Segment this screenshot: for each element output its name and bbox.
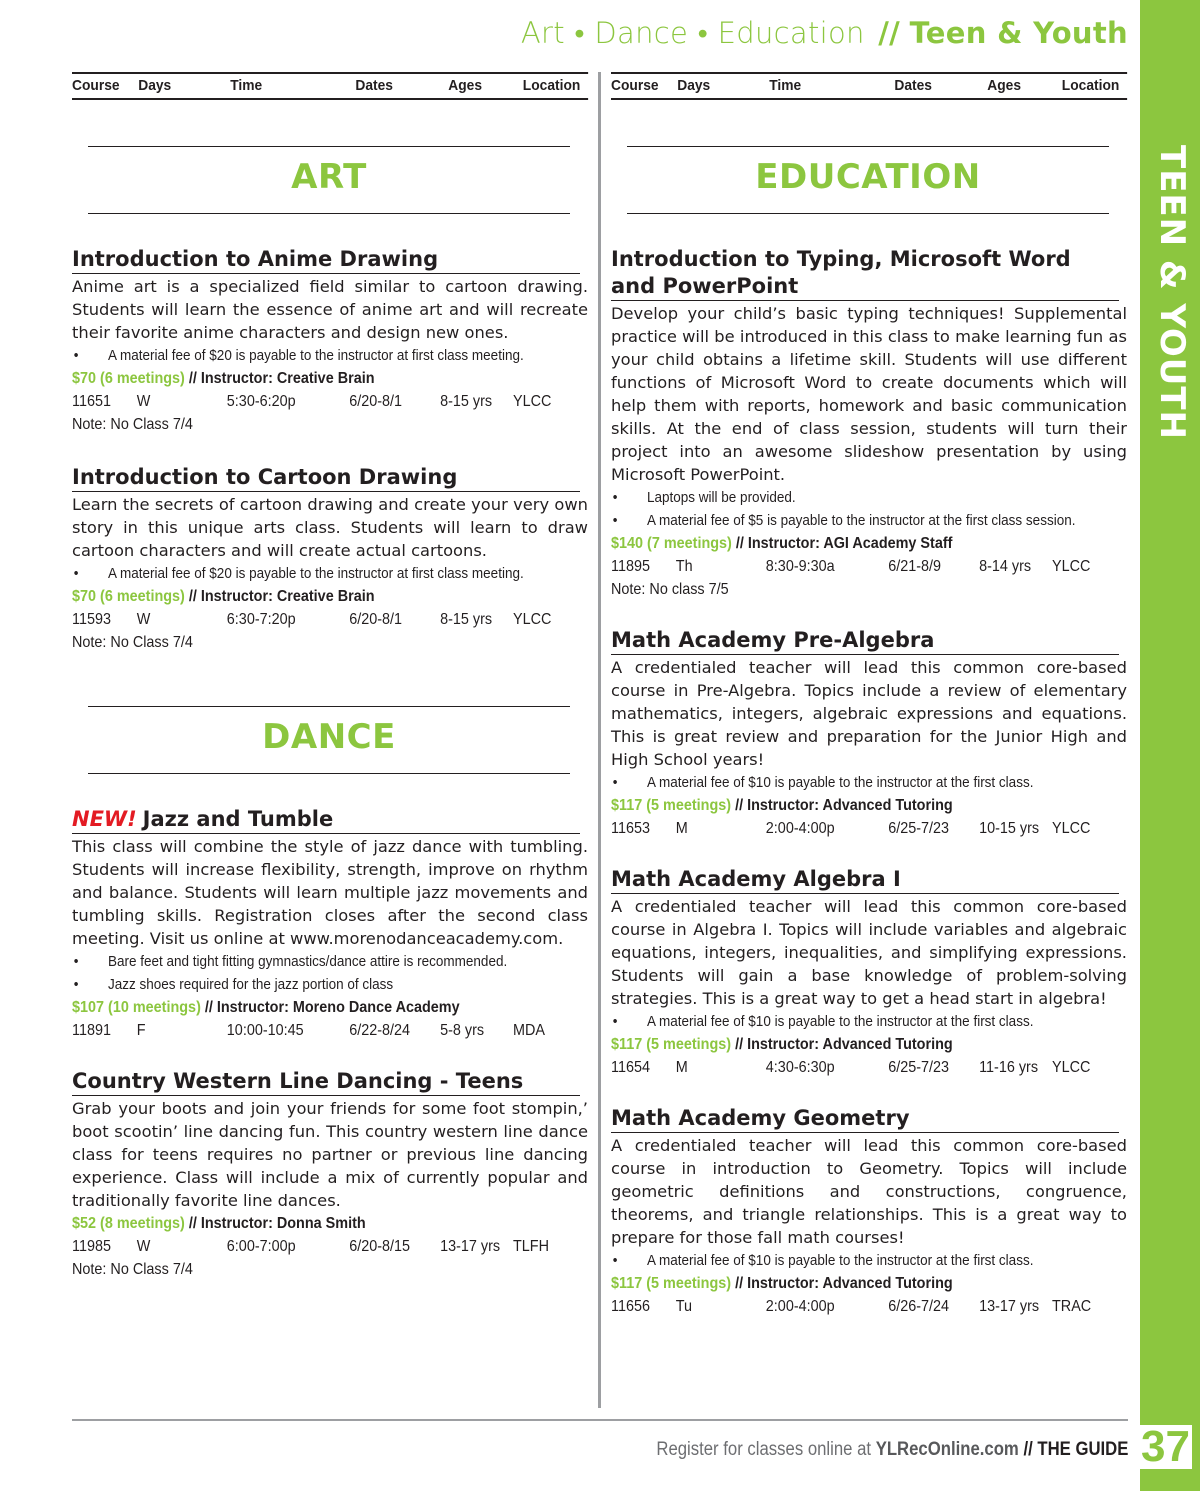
sched-days: W <box>136 393 151 410</box>
bullet-text: Laptops will be provided. <box>647 489 796 506</box>
sched-dates: 6/25-7/23 <box>888 820 950 837</box>
bullet-text: A material fee of $20 is payable to the instructor at first class meeting. <box>108 565 524 582</box>
course-schedule <box>72 390 587 413</box>
course-schedule <box>72 1019 587 1042</box>
sched-dates: 6/20-8/1 <box>349 393 403 410</box>
table-header <box>72 72 588 100</box>
sched-course: 11654 <box>611 1059 650 1076</box>
course-anime-drawing <box>72 246 588 436</box>
bullet-text: A material fee of $5 is payable to the instructor at the first class session. <box>647 512 1076 529</box>
sched-course: 11593 <box>72 611 111 628</box>
course-note: Note: No Class 7/4 <box>72 416 193 433</box>
section-title: DANCE <box>262 717 396 757</box>
course-description: Learn the secrets of cartoon drawing and create your very own story in this unique arts class. Students will learn to draw cartoon characters and will create actual cartoons. <box>72 495 588 560</box>
course-title: Math Academy Pre-Algebra <box>611 627 1119 655</box>
sched-time: 2:00-4:00p <box>765 1298 835 1315</box>
bullet-text: A material fee of $20 is payable to the instructor at first class meeting. <box>108 347 524 364</box>
course-bullet: • A material fee of $5 is payable to the instructor at the first class session. <box>611 509 1126 532</box>
course-price-line <box>611 532 1126 555</box>
sched-time: 10:00-10:45 <box>226 1022 304 1039</box>
bullet-text: A material fee of $10 is payable to the instructor at the first class. <box>647 774 1034 791</box>
sched-location: YLCC <box>1052 820 1091 837</box>
course-title: Introduction to Cartoon Drawing <box>72 464 580 492</box>
bullet-text: Bare feet and tight fitting gymnastics/dance attire is recommended. <box>108 953 508 970</box>
sched-ages: 10-15 yrs <box>979 820 1040 837</box>
course-schedule <box>611 817 1126 840</box>
sched-days: W <box>136 611 151 628</box>
col-days: Days <box>677 77 711 94</box>
course-bullet: • A material fee of $10 is payable to the instructor at the first class. <box>611 771 1126 794</box>
sched-time: 4:30-6:30p <box>765 1059 835 1076</box>
section-rule-bottom <box>88 773 570 774</box>
course-instructor: // Instructor: Advanced Tutoring <box>735 797 953 814</box>
footer-guide-label: // THE GUIDE <box>1018 1439 1128 1460</box>
right-column <box>611 72 1127 1318</box>
sched-time: 6:00-7:00p <box>226 1238 296 1255</box>
col-ages: Ages <box>987 77 1022 94</box>
course-instructor: // Instructor: Creative Brain <box>188 370 375 387</box>
sched-days: Th <box>675 558 693 575</box>
course-price: $117 (5 meetings) <box>611 1275 732 1292</box>
course-price-line <box>611 1033 1126 1056</box>
sched-course: 11653 <box>611 820 650 837</box>
course-note: Note: No class 7/5 <box>611 581 729 598</box>
new-badge: NEW! <box>72 807 137 831</box>
course-title: Math Academy Algebra I <box>611 866 1119 894</box>
col-location: Location <box>522 77 581 94</box>
course-title-text: Jazz and Tumble <box>142 807 334 831</box>
footer <box>656 1439 1128 1461</box>
course-bullet: • A material fee of $20 is payable to the instructor at first class meeting. <box>72 344 587 367</box>
table-header <box>611 72 1127 100</box>
course-description: Anime art is a specialized field similar to cartoon drawing. Students will learn the essence of anime art and will recreate their favorite anime characters and design new ones. <box>72 277 588 342</box>
course-description: Grab your boots and join your friends for some foot stompin,’ boot scootin’ line dancing fun. This country western line dance class for teens requires no partner or previous line dancing experience. Class will include a mix of currently popular and traditionally favorite line dances. <box>72 1099 588 1210</box>
sched-time: 8:30-9:30a <box>765 558 835 575</box>
sched-days: M <box>675 820 688 837</box>
course-price-line <box>611 794 1126 817</box>
course-cartoon-drawing <box>72 464 588 654</box>
course-note: Note: No Class 7/4 <box>72 1261 193 1278</box>
course-title: Math Academy Geometry <box>611 1105 1119 1133</box>
sched-dates: 6/22-8/24 <box>349 1022 411 1039</box>
sched-course: 11985 <box>72 1238 111 1255</box>
page-header <box>521 16 1128 51</box>
course-price: $107 (10 meetings) <box>72 999 201 1016</box>
sched-time: 5:30-6:20p <box>226 393 296 410</box>
course-price-line <box>72 996 587 1019</box>
course-schedule <box>72 1235 587 1258</box>
col-location: Location <box>1061 77 1120 94</box>
sched-location: YLCC <box>1052 1059 1091 1076</box>
sched-ages: 11-16 yrs <box>979 1059 1039 1076</box>
course-price: $140 (7 meetings) <box>611 535 732 552</box>
header-slashes: // <box>878 16 901 50</box>
course-description: A credentialed teacher will lead this common core-based course in Pre-Algebra. Topics include a review of elementary mathematics, integers, algebraic expressions and equations. This is great review and preparation for the Junior High and High School years! <box>611 658 1127 769</box>
course-title: Country Western Line Dancing - Teens <box>72 1068 580 1096</box>
course-description: A credentialed teacher will lead this common core-based course in Algebra I. Topics will include variables and algebraic equations, integers, inequalities, and simplifying expressions. Students will gain a base knowledge of problem-solving strategies. This is a great way to get a head start in algebra! <box>611 897 1127 1008</box>
sched-location: TLFH <box>513 1238 549 1255</box>
section-title: ART <box>291 157 367 197</box>
sched-time: 6:30-7:20p <box>226 611 296 628</box>
course-instructor: // Instructor: AGI Academy Staff <box>735 535 953 552</box>
course-description: A credentialed teacher will lead this common core-based course in introduction to Geometry. Topics will include geometric definitions and constructions, congruence, theorems, and triangle relationships. This is a great way to prepare for those fall math courses! <box>611 1136 1127 1247</box>
course-line-dancing <box>72 1068 588 1281</box>
course-typing-word-powerpoint <box>611 246 1127 601</box>
sched-dates: 6/21-8/9 <box>888 558 942 575</box>
course-pre-algebra <box>611 627 1127 840</box>
course-price: $70 (6 meetings) <box>72 588 185 605</box>
sched-dates: 6/20-8/1 <box>349 611 403 628</box>
sched-days: M <box>675 1059 688 1076</box>
left-column <box>72 72 588 1281</box>
section-dance <box>88 706 570 774</box>
sched-ages: 8-15 yrs <box>440 611 493 628</box>
course-price: $52 (8 meetings) <box>72 1215 185 1232</box>
course-geometry <box>611 1105 1127 1318</box>
sched-days: W <box>136 1238 151 1255</box>
sched-ages: 8-15 yrs <box>440 393 493 410</box>
course-bullet: • A material fee of $20 is payable to the instructor at first class meeting. <box>72 562 587 585</box>
sched-location: YLCC <box>513 393 552 410</box>
bullet-text: A material fee of $10 is payable to the instructor at the first class. <box>647 1252 1034 1269</box>
sched-course: 11895 <box>611 558 650 575</box>
sched-course: 11651 <box>72 393 111 410</box>
sched-course: 11656 <box>611 1298 650 1315</box>
course-instructor: // Instructor: Advanced Tutoring <box>735 1275 953 1292</box>
course-bullet: • Laptops will be provided. <box>611 486 1126 509</box>
course-schedule <box>611 1295 1126 1318</box>
course-title: Introduction to Anime Drawing <box>72 246 580 274</box>
sched-ages: 8-14 yrs <box>979 558 1032 575</box>
sched-time: 2:00-4:00p <box>765 820 835 837</box>
side-tab <box>1140 0 1200 1491</box>
header-audience: Teen & Youth <box>909 16 1128 50</box>
col-ages: Ages <box>448 77 483 94</box>
course-price: $117 (5 meetings) <box>611 1036 732 1053</box>
col-course: Course <box>611 77 659 94</box>
sched-days: F <box>136 1022 146 1039</box>
course-bullet: • A material fee of $10 is payable to the instructor at the first class. <box>611 1010 1126 1033</box>
sched-location: YLCC <box>513 611 552 628</box>
column-divider <box>598 72 601 1408</box>
course-note: Note: No Class 7/4 <box>72 634 193 651</box>
sched-location: TRAC <box>1052 1298 1092 1315</box>
sched-location: YLCC <box>1052 558 1091 575</box>
course-title <box>72 806 580 834</box>
course-schedule <box>611 555 1126 578</box>
course-description: This class will combine the style of jazz dance with tumbling. Students will increase flexibility, strength, improve on rhythm and balance. Students will learn multiple jazz movements and tumbling skills. Registration closes after the second class meeting. Visit us online at www.morenodanceacademy.com. <box>72 837 588 948</box>
course-instructor: // Instructor: Creative Brain <box>188 588 375 605</box>
bullet-text: A material fee of $10 is payable to the instructor at the first class. <box>647 1013 1034 1030</box>
bullet-text: Jazz shoes required for the jazz portion of class <box>108 976 394 993</box>
col-time: Time <box>230 77 263 94</box>
course-algebra-1 <box>611 866 1127 1079</box>
course-price-line <box>611 1272 1126 1295</box>
sched-dates: 6/20-8/15 <box>349 1238 411 1255</box>
col-time: Time <box>769 77 802 94</box>
sched-ages: 5-8 yrs <box>440 1022 485 1039</box>
course-title-line2: and PowerPoint <box>611 273 1119 301</box>
section-education <box>627 146 1109 214</box>
sched-dates: 6/25-7/23 <box>888 1059 950 1076</box>
col-dates: Dates <box>355 77 393 94</box>
col-days: Days <box>138 77 172 94</box>
course-schedule <box>72 608 587 631</box>
col-course: Course <box>72 77 120 94</box>
course-price: $70 (6 meetings) <box>72 370 185 387</box>
footer-rule <box>72 1419 1128 1421</box>
course-price-line <box>72 1212 587 1235</box>
col-dates: Dates <box>894 77 932 94</box>
course-schedule <box>611 1056 1126 1079</box>
section-rule-bottom <box>88 213 570 214</box>
header-categories: Art • Dance • Education <box>520 16 865 50</box>
course-bullet: • Jazz shoes required for the jazz portion of class <box>72 973 587 996</box>
course-price: $117 (5 meetings) <box>611 797 732 814</box>
course-instructor: // Instructor: Advanced Tutoring <box>735 1036 953 1053</box>
sched-ages: 13-17 yrs <box>440 1238 501 1255</box>
course-price-line <box>72 367 587 390</box>
sched-days: Tu <box>675 1298 693 1315</box>
course-title-line1: Introduction to Typing, Microsoft Word <box>611 247 1071 271</box>
course-price-line <box>72 585 587 608</box>
sched-dates: 6/26-7/24 <box>888 1298 950 1315</box>
course-instructor: // Instructor: Moreno Dance Academy <box>204 999 460 1016</box>
section-title: EDUCATION <box>755 157 981 197</box>
footer-website-link[interactable]: YLRecOnline.com <box>875 1439 1019 1460</box>
sched-ages: 13-17 yrs <box>979 1298 1040 1315</box>
side-tab-label: TEEN & YOUTH <box>1152 145 1192 440</box>
section-art <box>88 146 570 214</box>
sched-location: MDA <box>513 1022 546 1039</box>
course-bullet: • Bare feet and tight fitting gymnastics/dance attire is recommended. <box>72 950 587 973</box>
course-jazz-tumble <box>72 806 588 1042</box>
course-instructor: // Instructor: Donna Smith <box>188 1215 366 1232</box>
section-rule-bottom <box>627 213 1109 214</box>
sched-course: 11891 <box>72 1022 111 1039</box>
course-description: Develop your child’s basic typing techniques! Supplemental practice will be introduced in this class to make learning fun as your child obtains a lifetime skill. Students will use different functions of Microsoft Word to create documents which will help them with reports, homework and basic communication skills. At the end of class session, students will turn their project into an awesome slideshow presentation by using Microsoft PowerPoint. <box>611 304 1127 484</box>
course-bullet: • A material fee of $10 is payable to the instructor at the first class. <box>611 1249 1126 1272</box>
page-number: 37 <box>1141 1422 1190 1471</box>
footer-prefix: Register for classes online at <box>655 1439 876 1460</box>
